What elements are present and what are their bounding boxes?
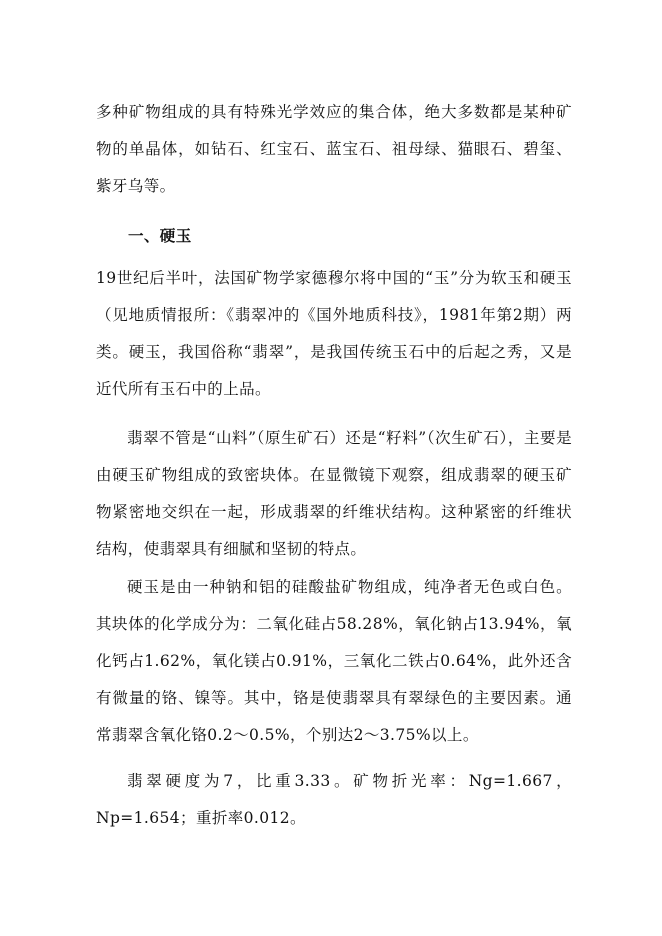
history-paragraph: 19世纪后半叶，法国矿物学家德穆尔将中国的“玉”分为软玉和硬玉（见地质情报所：《翡翠冲的《国外地质科技》，1981年第2期）两类。硬玉，我国俗称“翡翠”，是我国传统玉石中的后起之秀，又是近代所有玉石中的上品。 — [96, 269, 572, 398]
intro-paragraph: 多种矿物组成的具有特殊光学效应的集合体，绝大多数都是某种矿物的单晶体，如钻石、红宝石、蓝宝石、祖母绿、猫眼石、碧玺、紫牙乌等。 — [96, 103, 572, 195]
properties-paragraph: 翡翠硬度为7，比重3.33。矿物折光率：Ng=1.667，Np=1.654；重折率0.012。 — [96, 772, 572, 827]
structure-paragraph: 翡翠不管是“山料”（原生矿石）还是“籽料”（次生矿石），主要是由硬玉矿物组成的致密块体。在显微镜下观察，组成翡翠的硬玉矿物紧密地交织在一起，形成翡翠的纤维状结构。这种紧密的纤维状结构，使翡翠具有细腻和坚韧的特点。 — [96, 429, 572, 558]
section-heading: 一、硬玉 — [128, 226, 192, 245]
composition-paragraph: 硬玉是由一种钠和铝的硅酸盐矿物组成，纯净者无色或白色。其块体的化学成分为：二氧化硅占58.28%，氧化钠占13.94%，氧化钙占1.62%，氧化镁占0.91%，三氧化二铁占0.64%，此外还含有微量的铬、镍等。其中，铬是使翡翠具有翠绿色的主要因素。通常翡翠含氧化铬0.2～0.5%，个别达2～3.75%以上。 — [96, 578, 572, 744]
